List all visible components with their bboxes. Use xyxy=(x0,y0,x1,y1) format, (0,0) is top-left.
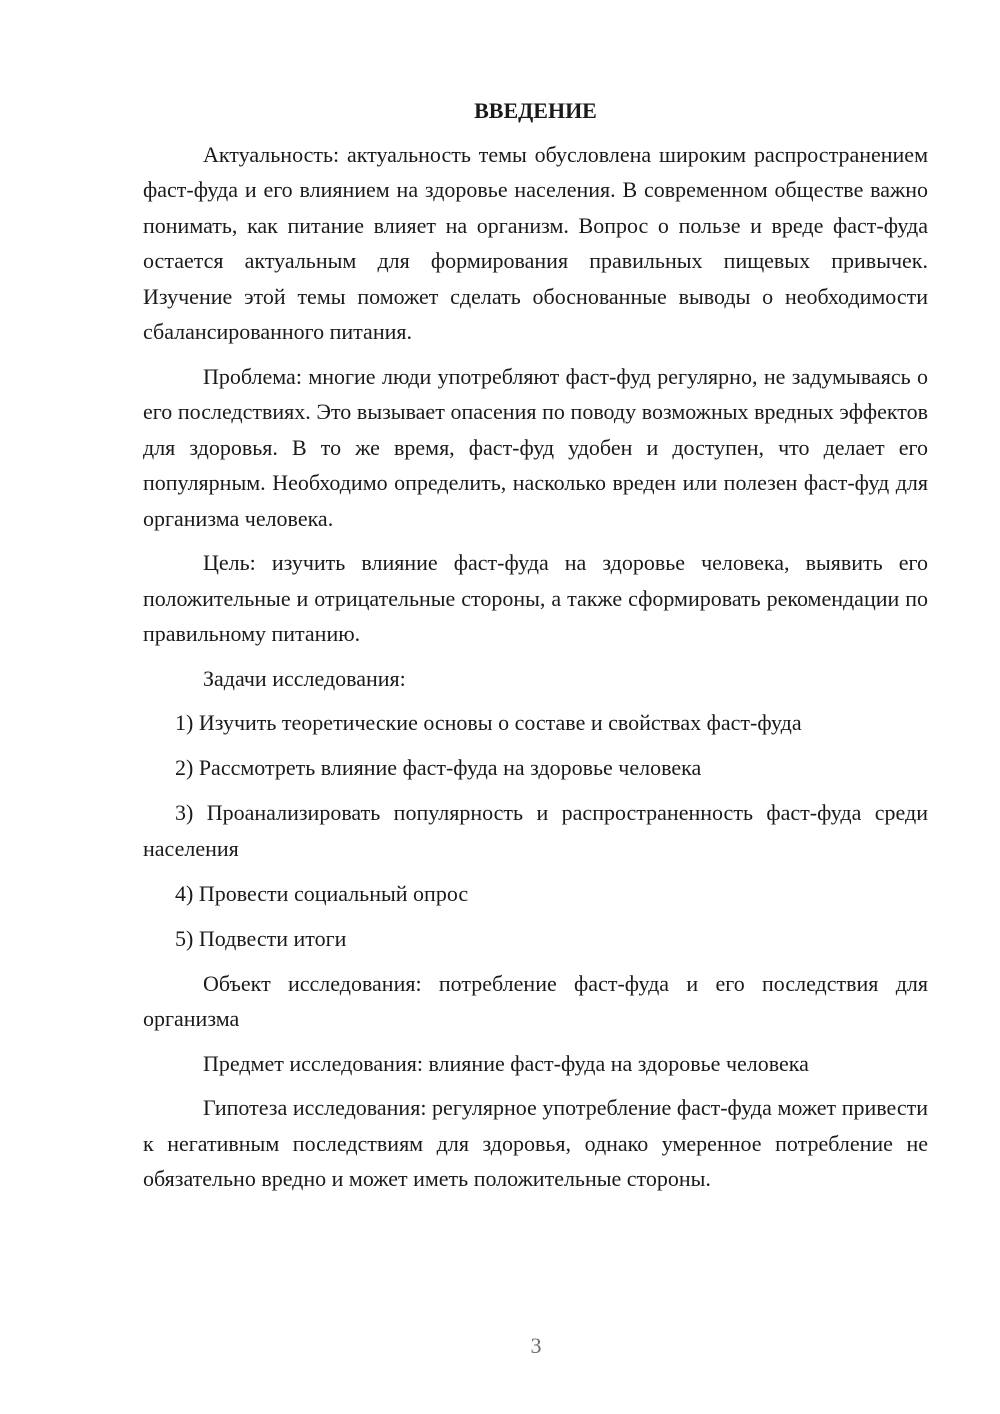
tasks-heading: Задачи исследования: xyxy=(203,665,406,691)
page-number: 3 xyxy=(530,1333,542,1358)
subject-paragraph: Предмет исследования: влияние фаст-фуда на здоровье человека xyxy=(203,1050,809,1076)
document-body xyxy=(143,93,928,1206)
problem-paragraph: Проблема: многие люди употребляют фаст-фуд регулярно, не задумываясь о его последствиях. Это вызывает опасения по поводу возможных вредных эффектов для здоровья. В то же время, фаст-фуд удобен и доступен, что делает его популярным. Необходимо определить, насколько вреден или полезен фаст-фуд для организма человека. xyxy=(143,363,928,531)
relevance-paragraph: Актуальность: актуальность темы обусловлена широким распространением фаст-фуда и его влиянием на здоровье населения. В современном обществе важно понимать, как питание влияет на организм. Вопрос о пользе и вреде фаст-фуда остается актуальным для формирования правильных пищевых привычек. Изучение этой темы поможет сделать обоснованные выводы о необходимости сбалансированного питания. xyxy=(143,141,928,344)
section-heading: ВВЕДЕНИЕ xyxy=(474,98,597,123)
task-item: 2) Рассмотреть влияние фаст-фуда на здоровье человека xyxy=(175,755,702,780)
hypothesis-paragraph: Гипотеза исследования: регулярное употребление фаст-фуда может привести к негативным последствиям для здоровья, однако умеренное потребление не обязательно вредно и может иметь положительные стороны. xyxy=(143,1095,928,1191)
task-item: 1) Изучить теоретические основы о составе и свойствах фаст-фуда xyxy=(175,710,802,735)
task-item: 4) Провести социальный опрос xyxy=(175,880,469,906)
goal-paragraph: Цель: изучить влияние фаст-фуда на здоровье человека, выявить его положительные и отрицательные стороны, а также сформировать рекомендации по правильному питанию. xyxy=(143,550,928,646)
task-item: 5) Подвести итоги xyxy=(175,925,347,951)
object-paragraph: Объект исследования: потребление фаст-фуда и его последствия для организма xyxy=(143,970,928,1031)
task-item: 3) Проанализировать популярность и распространенность фаст-фуда среди населения xyxy=(143,800,928,861)
